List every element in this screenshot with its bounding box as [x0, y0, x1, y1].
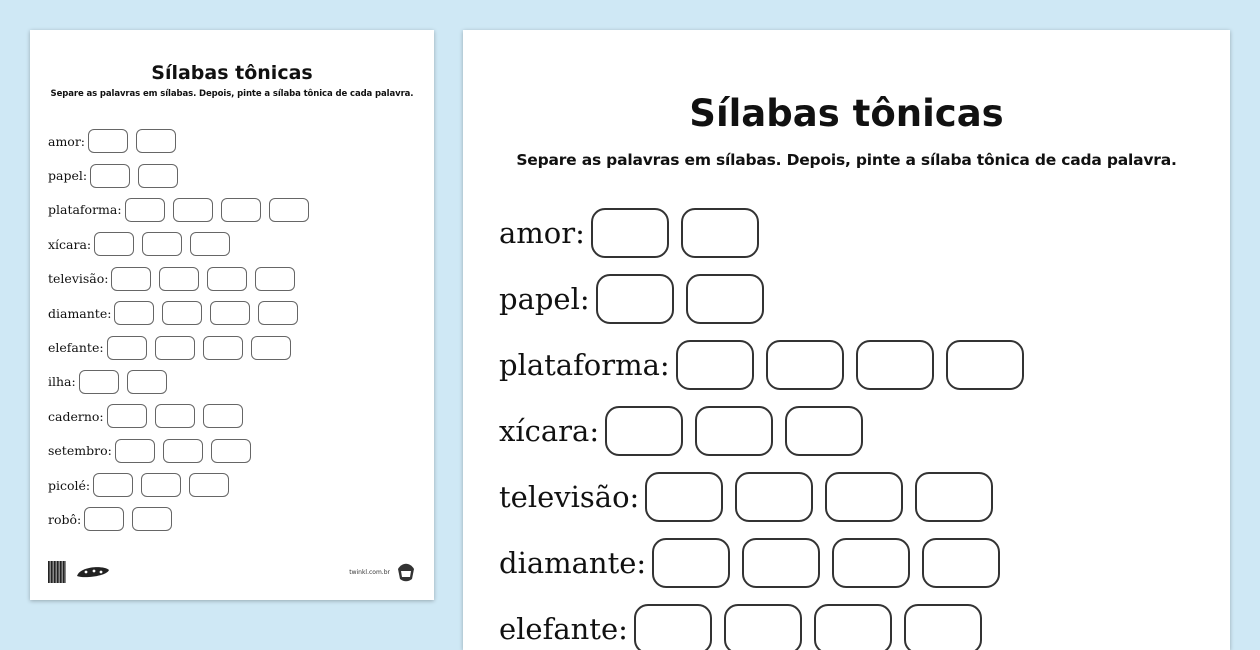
- large-syllable-box[interactable]: [634, 604, 712, 650]
- worksheet-title-small: Sílabas tônicas: [151, 62, 313, 84]
- worksheet-instructions-small: Separe as palavras em sílabas. Depois, pinte a sílaba tônica de cada palavra.: [50, 89, 414, 99]
- small-syllable-box[interactable]: [159, 267, 199, 291]
- small-syllable-box[interactable]: [221, 198, 261, 222]
- large-word-label: diamante:: [499, 546, 647, 580]
- small-syllable-box[interactable]: [79, 370, 119, 394]
- small-syllable-box[interactable]: [88, 129, 128, 153]
- small-syllable-box[interactable]: [107, 404, 147, 428]
- small-syllable-box[interactable]: [115, 439, 155, 463]
- worksheet-title-large: Sílabas tônicas: [689, 92, 1004, 135]
- footer-left: [48, 561, 112, 583]
- large-word-label: amor:: [499, 216, 585, 250]
- large-syllable-box[interactable]: [735, 472, 813, 522]
- small-syllable-box[interactable]: [111, 267, 151, 291]
- small-word-row: [48, 158, 317, 192]
- large-word-label: televisão:: [499, 480, 640, 514]
- small-syllable-box[interactable]: [94, 232, 134, 256]
- small-syllable-box[interactable]: [125, 198, 165, 222]
- large-word-row: [499, 200, 1036, 266]
- large-syllable-box[interactable]: [904, 604, 982, 650]
- large-syllable-box[interactable]: [814, 604, 892, 650]
- large-syllable-box[interactable]: [724, 604, 802, 650]
- small-word-row: [48, 227, 317, 261]
- small-syllable-box[interactable]: [173, 198, 213, 222]
- small-word-label: televisão:: [48, 271, 109, 287]
- small-syllable-box[interactable]: [163, 439, 203, 463]
- small-syllable-box[interactable]: [189, 473, 229, 497]
- large-syllable-box[interactable]: [742, 538, 820, 588]
- small-word-label: plataforma:: [48, 202, 122, 218]
- small-word-label: picolé:: [48, 477, 91, 493]
- small-word-row: [48, 296, 317, 330]
- small-word-label: caderno:: [48, 408, 104, 424]
- worksheet-preview-large: [463, 30, 1230, 650]
- large-word-row: [499, 464, 1036, 530]
- large-word-label: xícara:: [499, 414, 600, 448]
- small-syllable-box[interactable]: [162, 301, 202, 325]
- small-syllable-box[interactable]: [107, 336, 147, 360]
- small-word-label: xícara:: [48, 236, 92, 252]
- large-word-row: [499, 530, 1036, 596]
- large-syllable-box[interactable]: [681, 208, 759, 258]
- large-syllable-box[interactable]: [645, 472, 723, 522]
- large-word-row: [499, 266, 1036, 332]
- large-syllable-box[interactable]: [946, 340, 1024, 390]
- small-syllable-box[interactable]: [93, 473, 133, 497]
- small-syllable-box[interactable]: [251, 336, 291, 360]
- small-word-label: elefante:: [48, 340, 104, 356]
- worksheet-instructions-large: Separe as palavras em sílabas. Depois, pinte a sílaba tônica de cada palavra.: [516, 151, 1177, 169]
- small-word-row: [48, 399, 317, 433]
- small-syllable-box[interactable]: [190, 232, 230, 256]
- small-syllable-box[interactable]: [138, 164, 178, 188]
- small-syllable-box[interactable]: [132, 507, 172, 531]
- small-syllable-box[interactable]: [136, 129, 176, 153]
- small-syllable-box[interactable]: [142, 232, 182, 256]
- small-word-label: setembro:: [48, 443, 112, 459]
- large-word-label: papel:: [499, 282, 590, 316]
- large-word-label: elefante:: [499, 612, 628, 646]
- large-syllable-box[interactable]: [596, 274, 674, 324]
- worksheet-preview-small: [30, 30, 434, 600]
- large-word-row: [499, 332, 1036, 398]
- large-syllable-box[interactable]: [922, 538, 1000, 588]
- small-syllable-box[interactable]: [258, 301, 298, 325]
- small-syllable-box[interactable]: [155, 404, 195, 428]
- large-syllable-box[interactable]: [686, 274, 764, 324]
- small-word-label: diamante:: [48, 305, 112, 321]
- small-word-row: [48, 262, 317, 296]
- twinkl-badge-icon: [396, 561, 416, 583]
- large-syllable-box[interactable]: [676, 340, 754, 390]
- large-syllable-box[interactable]: [605, 406, 683, 456]
- small-syllable-box[interactable]: [155, 336, 195, 360]
- footer-brand-text: twinkl.com.br: [349, 568, 390, 576]
- twinkl-logo-icon: [74, 564, 112, 580]
- small-syllable-box[interactable]: [203, 404, 243, 428]
- small-syllable-box[interactable]: [207, 267, 247, 291]
- small-syllable-box[interactable]: [127, 370, 167, 394]
- small-word-label: papel:: [48, 168, 88, 184]
- small-word-row: [48, 330, 317, 364]
- large-syllable-box[interactable]: [591, 208, 669, 258]
- large-word-row: [499, 596, 1036, 650]
- large-word-row: [499, 398, 1036, 464]
- large-syllable-box[interactable]: [825, 472, 903, 522]
- small-syllable-box[interactable]: [84, 507, 124, 531]
- large-syllable-box[interactable]: [856, 340, 934, 390]
- large-syllable-box[interactable]: [652, 538, 730, 588]
- small-syllable-box[interactable]: [90, 164, 130, 188]
- large-syllable-box[interactable]: [832, 538, 910, 588]
- small-word-row: [48, 434, 317, 468]
- small-word-row: [48, 502, 317, 536]
- footer-right: [349, 561, 416, 583]
- small-word-row: [48, 468, 317, 502]
- word-list-small: [48, 124, 317, 537]
- large-syllable-box[interactable]: [915, 472, 993, 522]
- small-syllable-box[interactable]: [203, 336, 243, 360]
- small-word-row: [48, 365, 317, 399]
- small-word-label: robô:: [48, 511, 82, 527]
- small-syllable-box[interactable]: [269, 198, 309, 222]
- small-syllable-box[interactable]: [114, 301, 154, 325]
- large-syllable-box[interactable]: [695, 406, 773, 456]
- large-syllable-box[interactable]: [785, 406, 863, 456]
- small-syllable-box[interactable]: [141, 473, 181, 497]
- large-word-label: plataforma:: [499, 348, 670, 382]
- small-syllable-box[interactable]: [211, 439, 251, 463]
- large-syllable-box[interactable]: [766, 340, 844, 390]
- word-list-large: [499, 200, 1036, 650]
- small-word-row: [48, 124, 317, 158]
- worksheet-footer: [48, 558, 416, 586]
- qr-code-icon: [48, 561, 66, 583]
- small-syllable-box[interactable]: [210, 301, 250, 325]
- small-syllable-box[interactable]: [255, 267, 295, 291]
- small-word-label: amor:: [48, 133, 86, 149]
- small-word-label: ilha:: [48, 374, 76, 390]
- small-word-row: [48, 193, 317, 227]
